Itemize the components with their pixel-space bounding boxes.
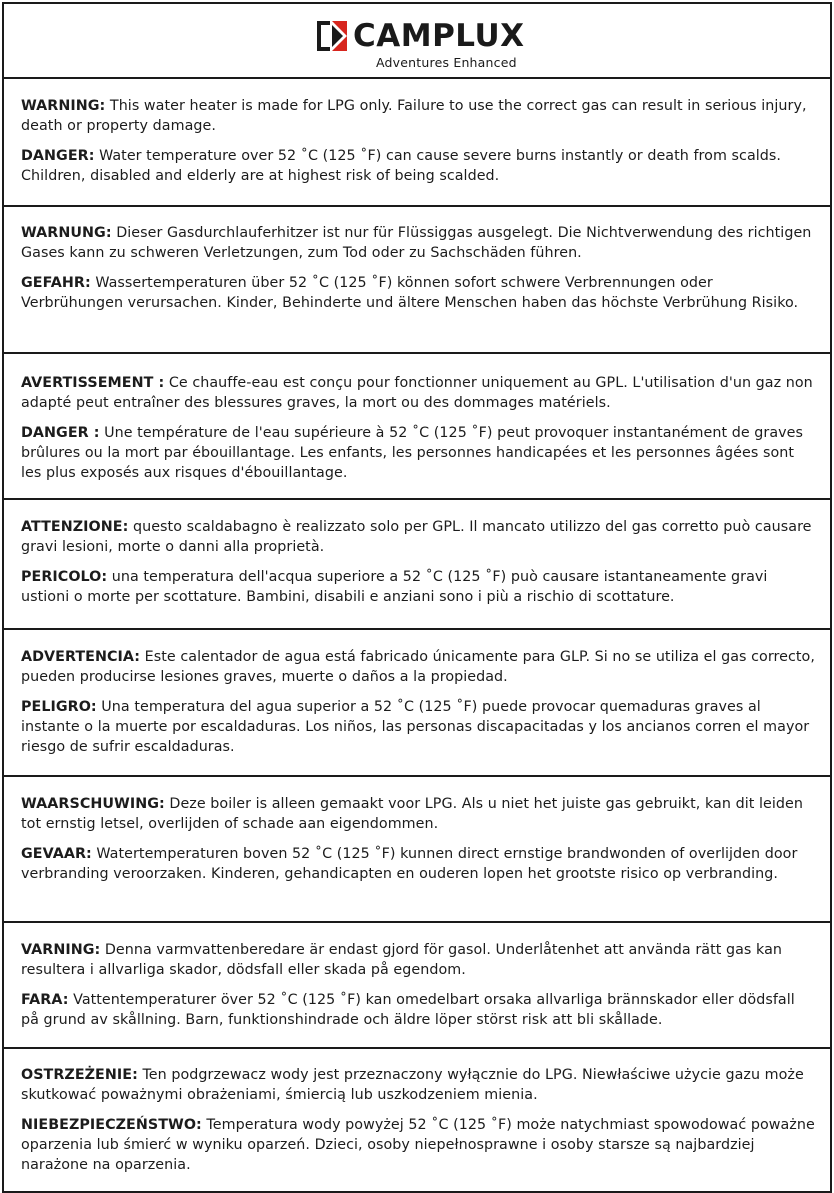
danger-text: Temperatura wody powyżej 52 ˚C (125 ˚F) może natychmiast spowodować poważne oparzenia lub śmierć w wyniku oparzeń. Dzieci, osoby niepełnosprawne i osoby starsze są najbardziej narażone na oparzenia. xyxy=(21,1117,815,1173)
danger-text: Wassertemperaturen über 52 ˚C (125 ˚F) können sofort schwere Verbrennungen oder Verbrühungen verursachen. Kinder, Behinderte und ältere Menschen haben das höchste Verbrühung Risiko. xyxy=(21,275,799,311)
warning-paragraph xyxy=(21,647,816,687)
warning-paragraph xyxy=(21,373,816,413)
danger-paragraph xyxy=(21,146,816,186)
warning-text: This water heater is made for LPG only. Failure to use the correct gas can result in serious injury, death or property damage. xyxy=(21,98,807,134)
warning-label: ADVERTENCIA: xyxy=(21,649,141,665)
section-es xyxy=(4,630,830,777)
danger-label: GEVAAR: xyxy=(21,846,92,862)
warning-paragraph xyxy=(21,223,816,263)
danger-paragraph xyxy=(21,423,816,483)
warning-label-sheet xyxy=(2,2,832,1193)
warning-label: OSTRZEŻENIE: xyxy=(21,1067,138,1083)
warning-label: VARNING: xyxy=(21,942,101,958)
warning-text: Este calentador de agua está fabricado únicamente para GLP. Si no se utiliza el gas correcto, pueden producirse lesiones graves, muerte o daños a la propiedad. xyxy=(21,649,815,685)
camplux-logo-icon xyxy=(317,21,347,51)
danger-label: DANGER: xyxy=(21,148,95,164)
warning-paragraph xyxy=(21,1065,816,1105)
section-it xyxy=(4,500,830,630)
brand-tagline: Adventures Enhanced xyxy=(376,55,517,70)
danger-label: GEFAHR: xyxy=(21,275,91,291)
danger-paragraph xyxy=(21,990,816,1030)
danger-paragraph xyxy=(21,273,816,313)
danger-paragraph xyxy=(21,697,816,757)
brand-header xyxy=(4,4,830,79)
danger-label: FARA: xyxy=(21,992,69,1008)
danger-label: PERICOLO: xyxy=(21,569,108,585)
danger-paragraph xyxy=(21,1115,816,1175)
section-de xyxy=(4,207,830,354)
danger-text: Une température de l'eau supérieure à 52 ˚C (125 ˚F) peut provoquer instantanément de graves brûlures ou la mort par ébouillantage. Les enfants, les personnes handicapées et les personnes âgées sont les plus exposés aux risques d'ébouillantage. xyxy=(21,425,804,481)
danger-text: Una temperatura del agua superior a 52 ˚C (125 ˚F) puede provocar quemaduras graves al instante o la muerte por escaldaduras. Los niños, las personas discapacitadas y los ancianos corren el mayor riesgo de sufrir escaldaduras. xyxy=(21,699,810,755)
danger-text: Vattentemperaturer över 52 ˚C (125 ˚F) kan omedelbart orsaka allvarliga brännskador eller dödsfall på grund av skållning. Barn, funktionshindrade och äldre löper störst risk att bli skållade. xyxy=(21,992,795,1028)
warning-label: ATTENZIONE: xyxy=(21,519,129,535)
warning-paragraph xyxy=(21,96,816,136)
warning-text: Deze boiler is alleen gemaakt voor LPG. Als u niet het juiste gas gebruikt, kan dit leiden tot ernstig letsel, overlijden of schade aan eigendommen. xyxy=(21,796,803,832)
section-pl xyxy=(4,1049,830,1189)
warning-paragraph xyxy=(21,517,816,557)
warning-text: Ce chauffe-eau est conçu pour fonctionner uniquement au GPL. L'utilisation d'un gaz non adapté peut entraîner des blessures graves, la mort ou des dommages matériels. xyxy=(21,375,813,411)
danger-label: PELIGRO: xyxy=(21,699,97,715)
brand-logo xyxy=(317,19,525,53)
warning-paragraph xyxy=(21,940,816,980)
warning-text: Denna varmvattenberedare är endast gjord för gasol. Underlåtenhet att använda rätt gas kan resultera i allvarliga skador, dödsfall eller skada på egendom. xyxy=(21,942,783,978)
section-fr xyxy=(4,354,830,500)
warning-text: Dieser Gasdurchlauferhitzer ist nur für Flüssiggas ausgelegt. Die Nichtverwendung des richtigen Gases kann zu schweren Verletzungen, zum Tod oder zu Sachschäden führen. xyxy=(21,225,812,261)
danger-paragraph xyxy=(21,567,816,607)
warning-label: WARNUNG: xyxy=(21,225,112,241)
section-en xyxy=(4,79,830,207)
danger-text: Water temperature over 52 ˚C (125 ˚F) can cause severe burns instantly or death from scalds. Children, disabled and elderly are at highest risk of being scalded. xyxy=(21,148,781,184)
brand-name: CAMPLUX xyxy=(353,18,525,54)
danger-paragraph xyxy=(21,844,816,884)
section-nl xyxy=(4,777,830,923)
danger-text: una temperatura dell'acqua superiore a 52 ˚C (125 ˚F) può causare istantaneamente gravi ustioni o morte per scottature. Bambini, disabili e anziani sono i più a rischio di scottature. xyxy=(21,569,768,605)
danger-text: Watertemperaturen boven 52 ˚C (125 ˚F) kunnen direct ernstige brandwonden of overlijden door verbranding veroorzaken. Kinderen, gehandicapten en ouderen lopen het grootste risico op verbranding. xyxy=(21,846,798,882)
danger-label: NIEBEZPIECZEŃSTWO: xyxy=(21,1117,202,1133)
section-sv xyxy=(4,923,830,1049)
warning-paragraph xyxy=(21,794,816,834)
warning-label: AVERTISSEMENT : xyxy=(21,375,165,391)
warning-text: questo scaldabagno è realizzato solo per GPL. Il mancato utilizzo del gas corretto può causare gravi lesioni, morte o danni alla proprietà. xyxy=(21,519,812,555)
warning-text: Ten podgrzewacz wody jest przeznaczony wyłącznie do LPG. Niewłaściwe użycie gazu może skutkować poważnymi obrażeniami, śmiercią lub uszkodzeniem mienia. xyxy=(21,1067,804,1103)
warning-label: WAARSCHUWING: xyxy=(21,796,165,812)
danger-label: DANGER : xyxy=(21,425,100,441)
warning-label: WARNING: xyxy=(21,98,106,114)
